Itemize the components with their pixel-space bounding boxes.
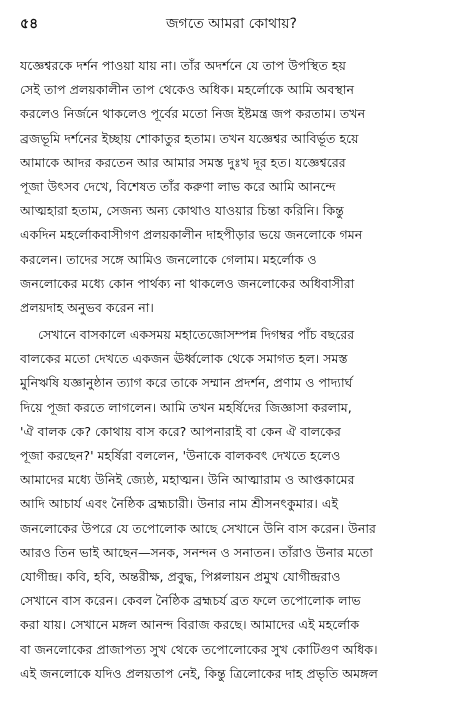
- text-line: জনলোকের উপরে যে তপোলোক আছে সেখানে উনি বাস করেন। উনার: [20, 520, 376, 536]
- text-line: করলেও নির্জনে থাকলেও পূর্বের মতো নিজ ইষ্টমন্ত্র জপ করতাম। তখন: [20, 106, 366, 122]
- text-line: জনলোকের মধ্যে কোন পার্থক্য না থাকলেও জনলোকের অধিবাসীরা: [20, 275, 355, 291]
- text-line: ব্রজভূমি দর্শনের ইচ্ছায় শোকাতুর হতাম। তখন যজ্ঞেশ্বর আবির্ভূত হয়ে: [20, 130, 359, 146]
- running-title: জগতে আমরা কোথায়?: [166, 16, 297, 32]
- text-line: মুনিঋষি যজ্ঞানুষ্ঠান ত্যাগ করে তাকে সম্মান প্রদর্শন, প্রণাম ও পাদ্যার্ঘ: [20, 375, 353, 391]
- text-line: সেখানে বাসকালে একসময় মহাতেজোসম্পন্ন দিগম্বর পাঁচ বছরের: [38, 327, 355, 343]
- text-line: একদিন মহর্লোকবাসীগণ প্রলয়কালীন দাহপীড়ার ভয়ে জনলোকে গমন: [20, 227, 363, 243]
- page-number: ৫৪: [20, 16, 39, 32]
- text-line: সেখানে বাস করেন। কেবল নৈষ্ঠিক ব্রহ্মচর্য ব্রত ফলে তপোলোক লাভ: [20, 593, 361, 609]
- text-line: যোগীন্দ্র। কবি, হবি, অন্তরীক্ষ, প্রবুদ্ধ, পিপ্পলায়ন প্রমুখ যোগীন্দ্ররাও: [20, 568, 341, 584]
- text-line: এই জনলোকে যদিও প্রলয়তাপ নেই, কিন্তু ত্রিলোকের দাহ প্রভৃতি অমঙ্গল: [20, 665, 378, 681]
- text-line: আরও তিন ভাই আছেন—সনক, সনন্দন ও সনাতন। তাঁরাও উনার মতো: [20, 544, 373, 560]
- paragraph-2: [20, 323, 448, 686]
- text-line: আত্মহারা হতাম, সেজন্য অন্য কোথাও যাওয়ার চিন্তা করিনি। কিন্তু: [20, 203, 344, 219]
- text-line: যজ্ঞেশ্বরকে দর্শন পাওয়া যায় না। তাঁর অদর্শনে যে তাপ উপস্থিত হয়: [20, 58, 346, 73]
- text-line: আমাকে আদর করতেন আর আমার সমস্ত দুঃখ দূর হত। যজ্ঞেশ্বরের: [20, 154, 346, 170]
- text-line: প্রলয়দাহ অনুভব করেন না।: [20, 299, 154, 315]
- text-line: দিয়ে পূজা করতে লাগলেন। আমি তখন মহর্ষিদের জিজ্ঞাসা করলাম,: [20, 399, 352, 415]
- text-line: আদি আচার্য এবং নৈষ্ঠিক ব্রহ্মচারী। উনার নাম শ্রীসনৎকুমার। এই: [20, 496, 338, 512]
- text-line: 'ঐ বালক কে? কোথায় বাস করে? আপনারাই বা কেন ঐ বালকের: [20, 423, 341, 439]
- body-text: [20, 54, 448, 686]
- text-line: বা জনলোকের প্রাজাপত্য সুখ থেকে তপোলোকের সুখ কোটিগুণ অধিক।: [20, 641, 378, 657]
- paragraph-1: [20, 54, 448, 320]
- text-line: সেই তাপ প্রলয়কালীন তাপ থেকেও অধিক। মহর্লোকে আমি অবস্থান: [20, 82, 355, 98]
- text-line: বালকের মতো দেখতে একজন ঊর্ধ্বলোক থেকে সমাগত হল। সমস্ত: [20, 351, 348, 367]
- text-line: পূজা উৎসব দেখে, বিশেষত তাঁর করুণা লাভ করে আমি আনন্দে: [20, 178, 336, 194]
- text-line: পূজা করছেন?' মহর্ষিরা বললেন, 'উনাকে বালকবৎ দেখতে হলেও: [20, 448, 341, 463]
- text-line: আমাদের মধ্যে উনিই জ্যেষ্ঠ, মহাত্মন। উনি আত্মারাম ও আপ্তকামের: [20, 472, 355, 488]
- page-header: [20, 14, 443, 36]
- text-line: করলেন। তাদের সঙ্গে আমিও জনলোকে গেলাম। মহর্লোক ও: [20, 251, 317, 267]
- text-line: করা যায়। সেখানে মঙ্গল আনন্দ বিরাজ করছে। আমাদের এই মহর্লোক: [20, 617, 360, 633]
